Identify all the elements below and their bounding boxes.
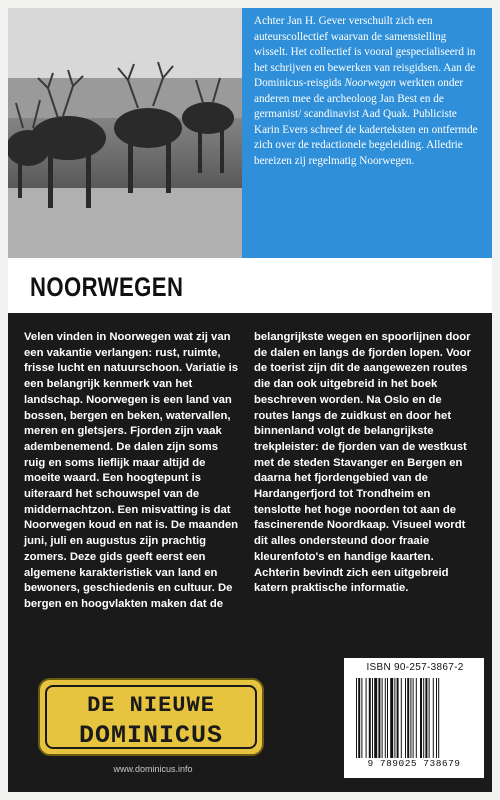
barcode-panel — [344, 658, 484, 778]
author-blurb — [242, 8, 492, 258]
book-title: NOORWEGEN — [30, 272, 184, 302]
body-paragraph-left: Velen vinden in Noorwegen wat zij van een vakantie verlangen: rust, ruimte, frisse lucht en natuurschoon. Variatie is een belangrijk kenmerk van het landschap. Noorwegen is een land van bossen, bergen en beken, watervallen, meren en gletsjers. Fjorden zijn vaak adembenemend. De dalen zijn soms ruig en soms lieflijk maar altijd de moeite waard. Een hoogtepunt is uiteraard het schouwspel van de middernachtzon. Een misvatting is dat Noorwegen koud en nat is. De maanden juni, juli en augustus zijn prachtig zomers. Deze gids geeft eerst een algemene karakteristiek van land en bewoners, geschiedenis en cultuur. De bergen en hoogvlakten maken dat de — [24, 331, 239, 610]
ean-number: 9 789025 738679 — [367, 758, 461, 769]
body-paragraph-right-1: belangrijkste wegen en spoorlijnen door de dalen en langs de fjorden lopen. Voor de toerist zijn dit de aangewezen routes die dan ook uitgebreid in het boek beschreven worden. Na Oslo en de routes langs de zuidkust en door het binnenland volgt de belangrijkste trekpleister: de fjorden van de westkust met de steden Stavanger en Bergen en daarna het fjordengebied van de Hardangerfjord tot Trondheim en tenslotte het hoge noorden tot aan de fascinerende Noordkaap. Visueel wordt dit alles ondersteund door fraaie kleurenfoto's en handige kaarten. — [254, 331, 471, 563]
reindeer-photo — [8, 8, 242, 258]
blurb-series-title: Noorwegen — [344, 77, 397, 89]
body-column-left — [24, 330, 239, 613]
title-band — [8, 258, 492, 313]
blurb-text-2: werkten onder anderen mee de archeoloog Jan Best en de germanist/ scandinavist Aad Quak. Publiciste Karin Evers schreef de kaderteksten en ontfermde zich over de redactionele begeleiding. Alledrie bereizen zij regelmatig Noorwegen. — [254, 77, 478, 167]
top-section — [8, 8, 492, 258]
publisher-logo-frame — [45, 685, 257, 749]
barcode-graphic — [354, 678, 476, 758]
reindeer-photo-graphic — [8, 8, 242, 258]
book-back-cover — [8, 8, 492, 792]
logo-line-1: DE NIEUWE — [87, 693, 215, 718]
body-paragraph-right-2: Achterin bevindt zich een uitgebreid katern praktische informatie. — [254, 566, 449, 595]
logo-line-2: DOMINICUS — [78, 721, 224, 750]
isbn-label: ISBN 90-257-3867-2 — [366, 662, 464, 673]
publisher-logo — [38, 678, 264, 756]
blurb-text-1: Achter Jan H. Gever verschuilt zich een auteurscollectief waarvan de samenstelling wisselt. Het collectief is vooral gespecialiseerd in het schrijven en bewerken van reisgidsen. Aan de Dominicus-reisgids — [254, 15, 476, 89]
body-column-right — [254, 330, 479, 597]
publisher-url: www.dominicus.info — [113, 764, 193, 774]
